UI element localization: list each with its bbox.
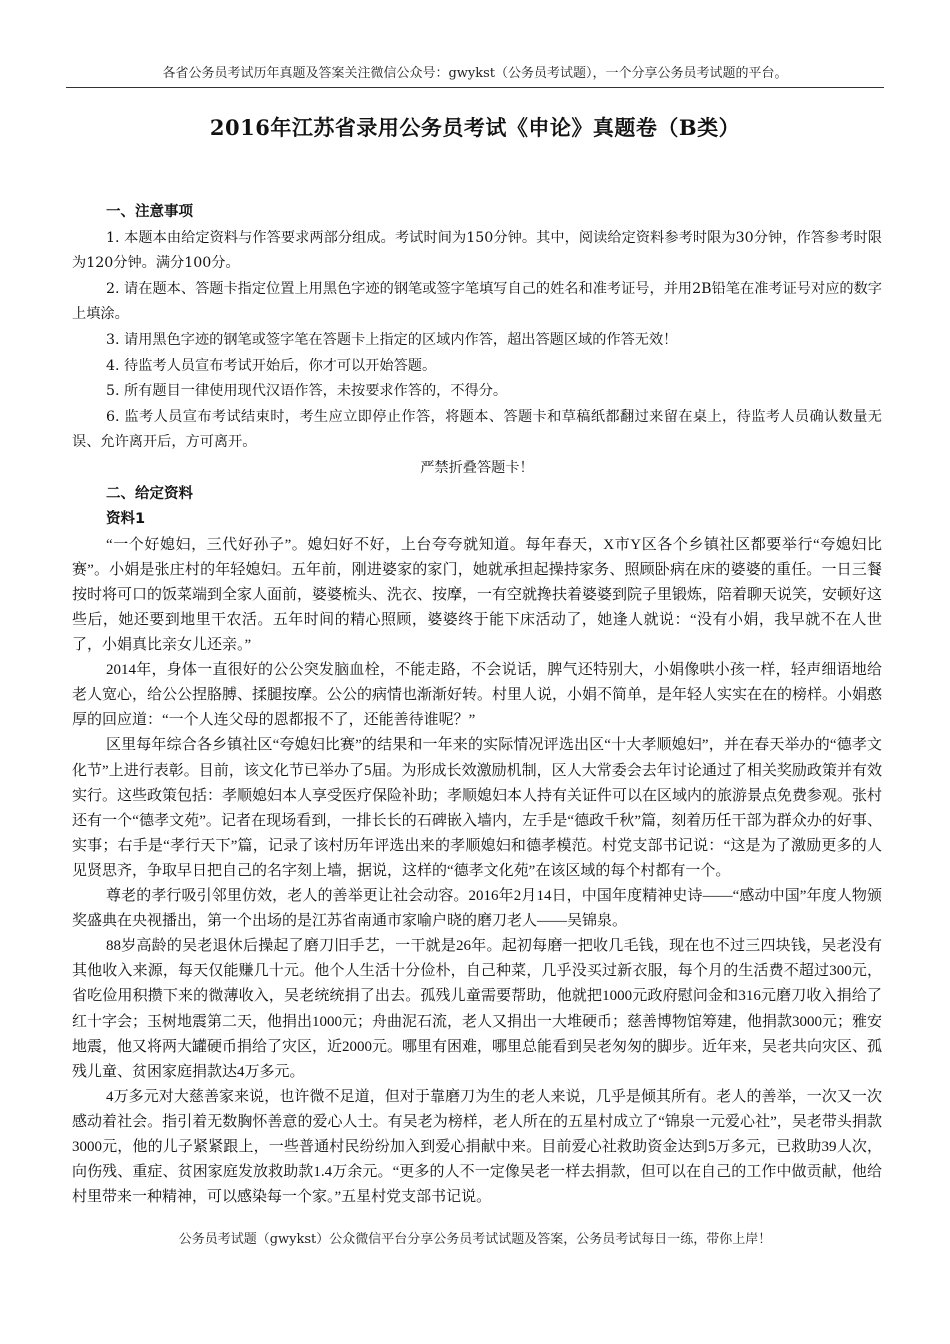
material-paragraph: 区里每年综合各乡镇社区“夸媳妇比赛”的结果和一年来的实际情况评选出区“十大孝顺媳妇”，并在春天举办的“德孝文化节”上进行表彰。目前，该文化节已举办了5届。为形成长效激励机制，区人大常委会去年讨论通过了相关奖励政策并有效实行。这些政策包括：孝顺媳妇本人享受医疗保险补助；孝顺媳妇本人持有关证件可以在区域内的旅游景点免费参观。张村还有一个“德孝文苑”。记者在现场看到，一排长长的石碑嵌入墙内，左手是“德政千秋”篇，刻着历任干部为群众办的好事、实事；右手是“孝行天下”篇，记录了该村历年评选出来的孝顺媳妇和德孝模范。村党支部书记说：“这是为了激励更多的人见贤思齐，争取早日把自己的名字刻上墙，据说，这样的“德孝文化苑”在该区域的每个村都有一个。 xyxy=(72,737,883,879)
notice-heading: 一、注意事项 xyxy=(106,204,193,220)
notice-item: 5. 所有题目一律使用现代汉语作答，未按要求作答的，不得分。 xyxy=(106,383,508,400)
page-header: 各省公务员考试历年真题及答案关注微信公众号：gwykst（公务员考试题），一个分享公务员考试题的平台。 xyxy=(66,62,884,88)
notice-warning: 严禁折叠答题卡！ xyxy=(420,459,534,476)
document-body xyxy=(72,200,882,1210)
material-paragraph: 2014年，身体一直很好的公公突发脑血栓，不能走路，不会说话，脾气还特别大，小娟像哄小孩一样，轻声细语地给老人宽心，给公公捏胳膊、揉腿按摩。公公的病情也渐渐好转。村里人说，小娟不简单，是年轻人实实在在的榜样。小娟憨厚的回应道：“一个人连父母的恩都报不了，还能善待谁呢？” xyxy=(72,662,883,729)
material-paragraph: 尊老的孝行吸引邻里仿效，老人的善举更让社会动容。2016年2月14日，中国年度精神史诗——“感动中国”年度人物颁奖盛典在央视播出，第一个出场的是江苏省南通市家喻户晓的磨刀老人——吴锦泉。 xyxy=(72,888,882,930)
notice-item: 1. 本题本由给定资料与作答要求两部分组成。考试时间为150分钟。其中，阅读给定资料参考时限为30分钟，作答参考时限为120分钟。满分100分。 xyxy=(72,229,882,272)
material-paragraph: “一个好媳妇，三代好孙子”。媳妇好不好，上台夸夸就知道。每年春天，X市Y区各个乡镇社区都要举行“夸媳妇比赛”。小娟是张庄村的年轻媳妇。五年前，刚进婆家的家门，她就承担起操持家务、照顾卧病在床的婆婆的重任。一日三餐按时将可口的饭菜端到全家人面前，婆婆梳头、洗衣、按摩，一有空就搀扶着婆婆到院子里锻炼，陪着聊天说笑，安顿好这些后，她还要到地里干农活。五年时间的精心照顾，婆婆终于能下床活动了，她逢人就说：“没有小娟，我早就不在人世了，小娟真比亲女儿还亲。” xyxy=(72,536,883,654)
material-paragraph: 4万多元对大慈善家来说，也许微不足道，但对于靠磨刀为生的老人来说，几乎是倾其所有。老人的善举，一次又一次感动着社会。指引着无数胸怀善意的爱心人士。有吴老为榜样，老人所在的五星村成立了“锦泉一元爱心社”，吴老带头捐款3000元，他的儿子紧紧跟上，一些普通村民纷纷加入到爱心捐献中来。目前爱心社救助资金达到5万多元，已救助39人次，向伤残、重症、贫困家庭发放救助款1.4万余元。“更多的人不一定像吴老一样去捐款，但可以在自己的工作中做贡献，他给村里带来一种精神，可以感染每一个家。”五星村党支部书记说。 xyxy=(72,1088,882,1206)
page-footer: 公务员考试题（gwykst）公众微信平台分享公务员考试试题及答案，公务员考试每日一练，带你上岸！ xyxy=(178,1232,772,1247)
material-1-heading: 资料1 xyxy=(106,511,146,528)
notice-item: 3. 请用黑色字迹的钢笔或签字笔在答题卡上指定的区域内作答，超出答题区域的作答无效！ xyxy=(106,331,678,348)
notice-item: 6. 监考人员宣布考试结束时，考生应立即停止作答，将题本、答题卡和草稿纸都翻过来留在桌上，待监考人员确认数量无误、允许离开后，方可离开。 xyxy=(72,408,882,451)
notice-item: 4. 待监考人员宣布考试开始后，你才可以开始答题。 xyxy=(106,357,437,374)
material-paragraph: 88岁高龄的吴老退休后操起了磨刀旧手艺，一干就是26年。起初每磨一把收几毛钱，现在也不过三四块钱，吴老没有其他收入来源，每天仅能赚几十元。他个人生活十分俭朴，自己种菜，几乎没买过新衣服，每个月的生活费不超过300元，省吃俭用积攒下来的微薄收入，吴老统统捐了出去。孤残儿童需要帮助，他就把1000元政府慰问金和316元磨刀收入捐给了红十字会；玉树地震第二天，他捐出1000元；舟曲泥石流，老人又捐出一大堆硬币；慈善博物馆筹建，他捐款3000元；雅安地震，他又将两大罐硬币捐给了灾区，近2000元。哪里有困难，哪里总能看到吴老匆匆的脚步。近年来，吴老共向灾区、孤残儿童、贫困家庭捐款达4万多元。 xyxy=(72,938,883,1080)
materials-heading: 二、给定资料 xyxy=(106,485,193,502)
notice-item: 2. 请在题本、答题卡指定位置上用黑色字迹的钢笔或签字笔填写自己的姓名和准考证号，并用2B铅笔在准考证号对应的数字上填涂。 xyxy=(72,280,882,323)
page-title: 2016年江苏省录用公务员考试《申论》真题卷（B类） xyxy=(209,115,741,140)
